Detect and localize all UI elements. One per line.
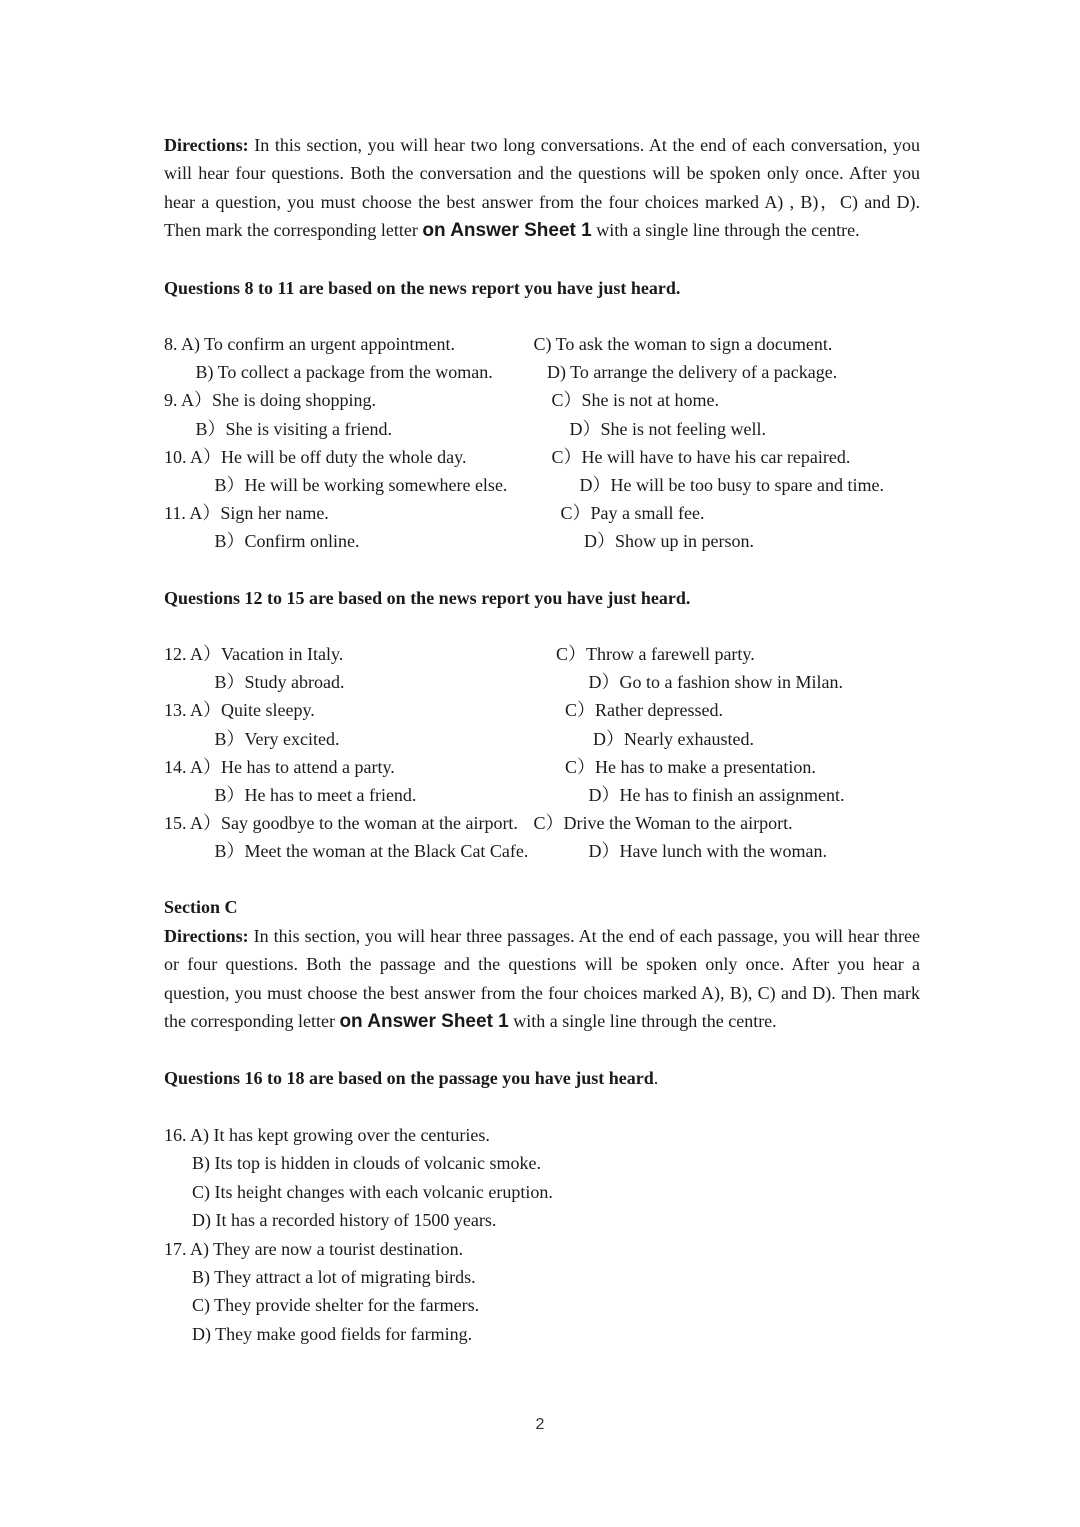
section-c-directions	[164, 922, 920, 1037]
directions-text: In this section, you will hear two long conversations. At the end of each conversation, you will hear four questions. Both the conversation and the questions will be spoken only once. After you hear a question, you must choose the best answer from the four choices marked A) , B)，C) and D). Then mark the corresponding letter	[164, 135, 920, 241]
answer-sheet-ref: on Answer Sheet 1	[339, 1011, 509, 1033]
option-right: D）He has to finish an assignment.	[557, 784, 845, 805]
option-left: B) To collect a package from the woman.	[182, 362, 493, 383]
option-row	[164, 753, 920, 781]
option-right: D）Have lunch with the woman.	[557, 841, 827, 862]
option-left: 13. A）Quite sleepy.	[164, 700, 315, 721]
option-right: D）Show up in person.	[557, 531, 754, 552]
option-right: C）Rather depressed.	[529, 700, 723, 721]
option-right: C）He will have to have his car repaired.	[529, 446, 851, 467]
option-right: C）She is not at home.	[529, 390, 719, 411]
option-row	[164, 527, 920, 555]
option-line: B) Its top is hidden in clouds of volcanic smoke.	[192, 1153, 541, 1174]
question-group-8-11	[164, 330, 920, 556]
option-left: B）Very excited.	[192, 728, 340, 749]
option-row	[164, 696, 920, 724]
option-row	[164, 725, 920, 753]
option-row	[164, 837, 920, 865]
option-right: D) To arrange the delivery of a package.	[547, 362, 838, 383]
directions-paragraph	[164, 131, 920, 246]
option-row	[164, 358, 920, 386]
option-right: C）Drive the Woman to the airport.	[529, 813, 793, 834]
directions-text: In this section, you will hear three passages. At the end of each passage, you will hear three or four questions. Both the passage and the questions will be spoken only once. After you hear a question, you must choose the best answer from the four choices marked A), B), C) and D). Then mark the corresponding letter	[164, 925, 920, 1032]
question-line: 17. A) They are now a tourist destination.	[164, 1238, 464, 1259]
option-row	[164, 330, 920, 358]
option-row	[164, 471, 920, 499]
option-left: 12. A）Vacation in Italy.	[164, 643, 344, 664]
option-line: C) Its height changes with each volcanic eruption.	[192, 1181, 553, 1202]
option-line: D) They make good fields for farming.	[192, 1323, 473, 1344]
option-right: C）Throw a farewell party.	[529, 643, 755, 664]
option-row	[164, 499, 920, 527]
option-right: C）Pay a small fee.	[529, 503, 705, 524]
exam-page	[164, 131, 920, 1348]
option-line: B) They attract a lot of migrating birds.	[192, 1266, 476, 1287]
option-row	[164, 668, 920, 696]
directions-text-end: with a single line through the centre.	[591, 220, 860, 241]
option-left: B）Study abroad.	[192, 672, 345, 693]
heading-text: Questions 16 to 18 are based on the passage you have just heard	[164, 1068, 654, 1089]
question-group-heading	[164, 1064, 920, 1092]
directions-text-end: with a single line through the centre.	[508, 1011, 777, 1032]
option-right: D）He will be too busy to spare and time.	[557, 474, 884, 495]
question-line: 16. A) It has kept growing over the centuries.	[164, 1124, 490, 1145]
option-left: B）He will be working somewhere else.	[192, 474, 508, 495]
answer-sheet-ref: on Answer Sheet 1	[422, 220, 592, 242]
section-c-title: Section C	[164, 897, 238, 918]
option-left: B）Confirm online.	[192, 531, 360, 552]
question-group-12-15	[164, 640, 920, 866]
option-left: 8. A) To confirm an urgent appointment.	[164, 334, 456, 355]
question-group-heading: Questions 12 to 15 are based on the news report you have just heard.	[164, 587, 691, 608]
question-group-heading: Questions 8 to 11 are based on the news report you have just heard.	[164, 277, 681, 298]
option-right: D）Nearly exhausted.	[557, 728, 754, 749]
option-row	[164, 443, 920, 471]
option-left: 14. A）He has to attend a party.	[164, 756, 395, 777]
directions-label: Directions:	[164, 135, 249, 155]
option-left: 10. A）He will be off duty the whole day.	[164, 446, 467, 467]
question-16	[164, 1121, 920, 1235]
option-left: 9. A）She is doing shopping.	[164, 390, 377, 411]
option-row	[164, 386, 920, 414]
option-left: 11. A）Sign her name.	[164, 503, 329, 524]
option-row	[164, 415, 920, 443]
option-right: D）Go to a fashion show in Milan.	[557, 672, 843, 693]
option-row	[164, 809, 920, 837]
option-row	[164, 640, 920, 668]
directions-label: Directions:	[164, 925, 249, 946]
heading-period: .	[653, 1068, 659, 1089]
option-right: C) To ask the woman to sign a document.	[529, 334, 833, 355]
option-line: D) It has a recorded history of 1500 years.	[192, 1210, 497, 1231]
option-right: D）She is not feeling well.	[547, 418, 766, 439]
option-right: C）He has to make a presentation.	[529, 756, 816, 777]
question-17	[164, 1235, 920, 1349]
option-left: B）Meet the woman at the Black Cat Cafe.	[192, 841, 529, 862]
option-left: B）He has to meet a friend.	[192, 784, 417, 805]
option-left: B）She is visiting a friend.	[182, 418, 392, 439]
option-line: C) They provide shelter for the farmers.	[192, 1295, 480, 1316]
option-row	[164, 781, 920, 809]
option-left: 15. A）Say goodbye to the woman at the airport.	[164, 813, 518, 834]
page-number: 2	[535, 1416, 545, 1433]
